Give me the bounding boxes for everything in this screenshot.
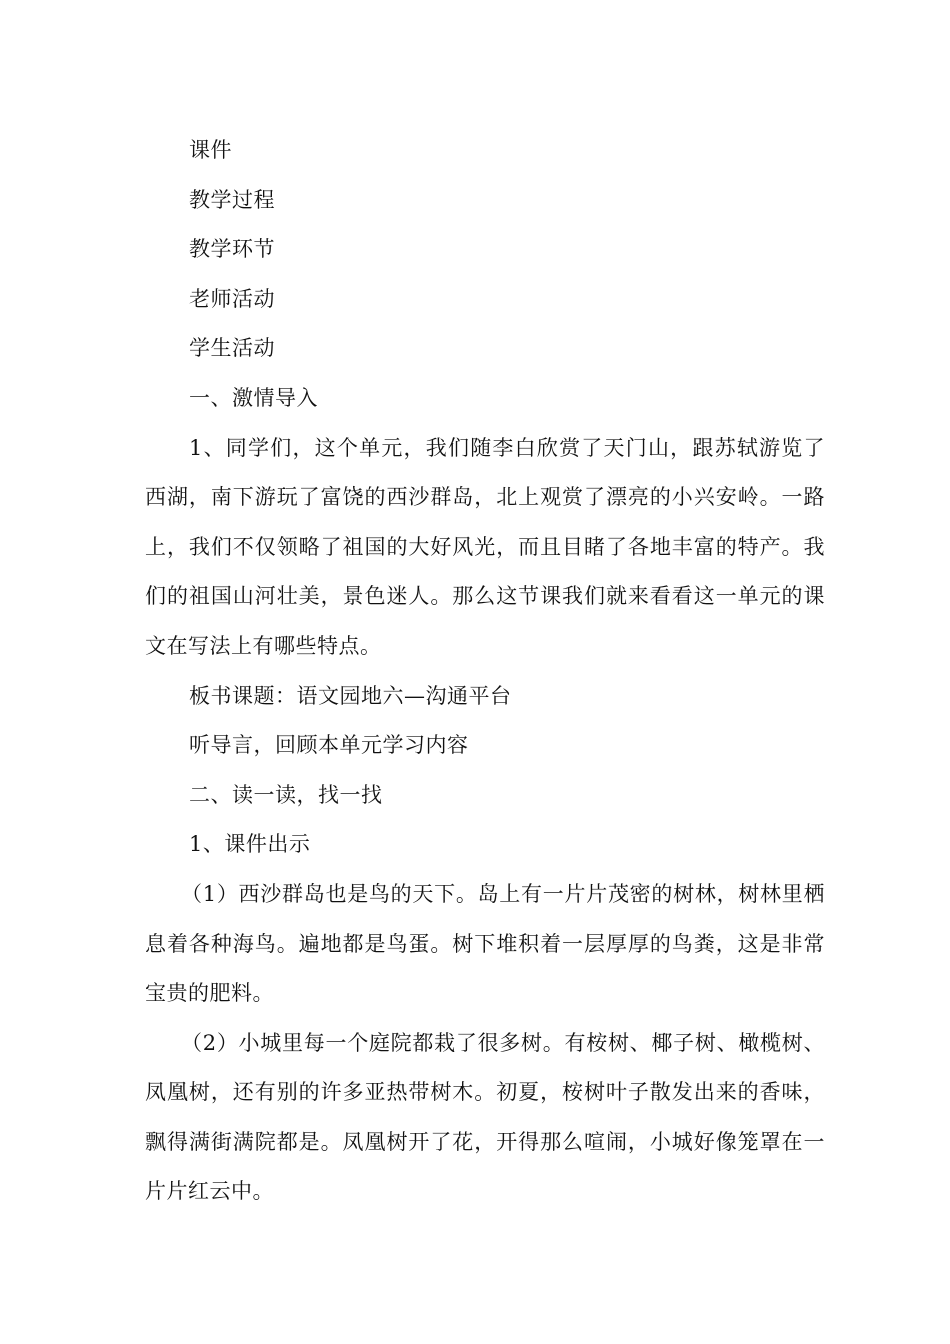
paragraph-intro: 1、同学们，这个单元，我们随李白欣赏了天门山，跟苏轼游览了西湖，南下游玩了富饶的西沙群岛，北上观赏了漂亮的小兴安岭。一路上，我们不仅领略了祖国的大好风光，而且目睹了各地丰富的特产。我们的祖国山河壮美，景色迷人。那么这节课我们就来看看这一单元的课文在写法上有哪些特点。 bbox=[145, 435, 825, 658]
line-teaching-process: 教学过程 bbox=[189, 187, 275, 212]
line-courseware: 课件 bbox=[189, 138, 232, 162]
section-heading-2: 二、读一读，找一找 bbox=[189, 782, 383, 807]
line-listen-review: 听导言，回顾本单元学习内容 bbox=[189, 733, 469, 758]
line-teacher-activity: 老师活动 bbox=[189, 286, 275, 311]
section-heading-1: 一、激情导入 bbox=[189, 385, 318, 410]
line-student-activity: 学生活动 bbox=[189, 336, 275, 361]
line-teaching-stage: 教学环节 bbox=[189, 237, 275, 262]
document-body bbox=[145, 126, 825, 1217]
paragraph-excerpt-1: （1）西沙群岛也是鸟的天下。岛上有一片片茂密的树林，树林里栖息着各种海鸟。遍地都是鸟蛋。树下堆积着一层厚厚的鸟粪，这是非常宝贵的肥料。 bbox=[145, 881, 825, 1006]
line-board-title: 板书课题：语文园地六—沟通平台 bbox=[189, 683, 512, 708]
paragraph-excerpt-2: （2）小城里每一个庭院都栽了很多树。有桉树、椰子树、橄榄树、凤凰树，还有别的许多亚热带树木。初夏，桉树叶子散发出来的香味，飘得满街满院都是。凤凰树开了花，开得那么喧闹，小城好像笼罩在一片片红云中。 bbox=[145, 1030, 825, 1204]
line-courseware-show: 1、课件出示 bbox=[189, 832, 311, 857]
